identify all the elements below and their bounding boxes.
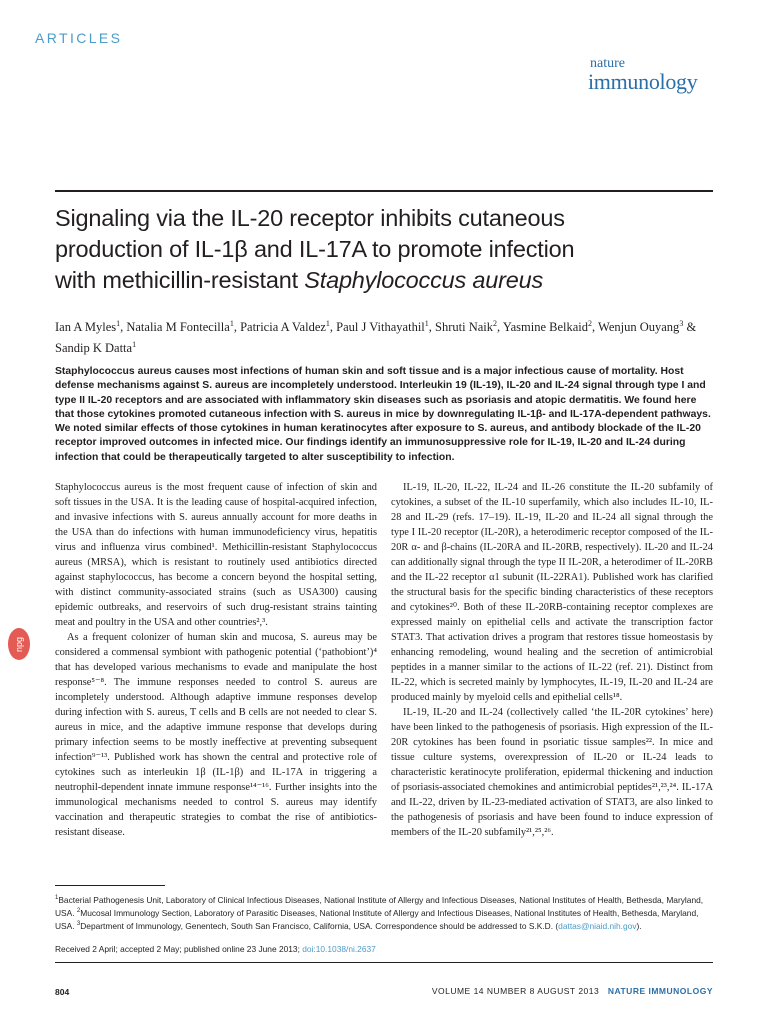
correspondence-email-link[interactable]: dattas@niaid.nih.gov (558, 920, 637, 931)
title-line-1: Signaling via the IL-20 receptor inhibits cutaneous (55, 205, 565, 231)
author-affiliation-marker: 1 (132, 340, 137, 350)
author: Ian A Myles (55, 320, 117, 335)
logo-immunology: immunology (588, 69, 698, 94)
footer-rule (55, 962, 713, 963)
author-list: Ian A Myles$^1$, Natalia M Fontecilla$^1$, Patricia A Valdez$^1$, Paul J Vithayathil$^1$, Shruti Naik$^2$, Yasmine Belkaid$^2$, Wenjun Ouyang$^3$ & Sandip K Datta$^1$ (55, 319, 697, 356)
author-affiliation-marker: 2 (588, 319, 592, 328)
author-affiliation-marker: 1 (116, 319, 121, 328)
author-affiliation-marker: 1 (229, 319, 234, 328)
affiliation-3: Department of Immunology, Genentech, South San Francisco, California, USA. Correspondence should be addressed to S.K.D. ( (80, 920, 559, 931)
section-label: ARTICLES (35, 30, 123, 46)
title-line-2: production of IL-1β and IL-17A to promote infection (55, 236, 575, 262)
dates-text: Received 2 April; accepted 2 May; published online 23 June 2013; (55, 944, 303, 954)
author: Natalia M Fontecilla (126, 320, 230, 335)
author: Paul J Vithayathil (336, 320, 425, 335)
journal-logo (588, 57, 718, 93)
author-affiliation-marker: 3 (679, 319, 684, 328)
journal-name: NATURE IMMUNOLOGY (607, 986, 713, 996)
footnote-rule (55, 885, 165, 886)
paragraph: IL-19, IL-20, IL-22, IL-24 and IL-26 constitute the IL-20 subfamily of cytokines, a subset of the IL-10 superfamily, which also includes IL-10, IL-28 and IL-29 (refs. 17–19). IL-19, IL-20 and IL-24 all signal through the type I IL-20 receptor (IL-20R), a heterodimeric receptor composed of the IL-20R α- and β-chains (IL-20RA and IL-20RB, respectively). IL-20 and IL-24 can additionally signal through the type II IL-20R, a heterodimer of IL-20RB and the IL-22 receptor α1 subunit (IL-22RA1). Published work has clarified the structural basis for the specific binding characteristics of these receptors and cytokines²⁰. Both of these IL-20RB-containing receptor complexes are expressed mainly on epithelial cells and activate the transcription factor STAT3. That activation drives a program that restores tissue homeostasis by enhancing remodeling, wound healing and the secretion of antimicrobial peptides in a manner similar to the actions of IL-22 (ref. 21). Distinct from IL-22, which is secreted mainly by lymphocytes, IL-19, IL-20 and IL-24 are produced mainly by myeloid cells and epithelial cells¹⁸. (391, 482, 713, 703)
title-species: Staphylococcus aureus (304, 267, 544, 293)
publication-dates (55, 944, 715, 955)
header-rule (55, 190, 713, 192)
aff-marker: 2 (76, 907, 81, 914)
author: Yasmine Belkaid (502, 320, 588, 335)
author: Shruti Naik (435, 320, 494, 335)
author: Sandip K Datta (55, 341, 133, 356)
affiliation-2: Mucosal Immunology Section, Laboratory of Parasitic Diseases, National Institute of Allergy and Infectious Diseases, National Institutes of Health, Bethesda, Maryland, USA. (55, 907, 699, 931)
doi-link[interactable]: doi:10.1038/ni.2637 (302, 944, 376, 954)
article-title (55, 203, 715, 296)
paragraph: As a frequent colonizer of human skin and mucosa, S. aureus may be considered a commensal symbiont with pathogenic potential (‘pathobiont’)⁴ that has developed various mechanisms to evade and manipulate the host response⁵⁻⁸. The immune responses needed to control S. aureus are incompletely understood. Although adaptive immune responses develop during infection with S. aureus, T cells and B cells are not needed to clear S. aureus in mice, and the adaptive immune response that develops during primary infection seems to be mostly ineffective at preventing subsequent infection⁹⁻¹³. Published work has shown the central and protective role of cytokines such as interleukin 1β (IL-1β) and IL-17A in triggering a neutrophil-dependent innate immune response¹⁴⁻¹⁶. Further insights into the immunological mechanisms needed to control S. aureus may identify vaccination and therapeutic strategies to combat the rise of antibiotics-resistant disease. (55, 632, 377, 838)
affiliation-3-end: ). (636, 920, 642, 931)
page-number: 804 (55, 987, 70, 997)
aff-marker: 3 (76, 920, 81, 927)
abstract: Staphylococcus aureus causes most infections of human skin and soft tissue and is a major infectious cause of mortality. Host defense mechanisms against S. aureus are incompletely understood. Interleukin 19 (IL-19), IL-20 and IL-24 signal through type I and type II IL-20 receptors and are associated with inflammatory skin diseases such as psoriasis and atopic dermatitis. We found here that those cytokines promoted cutaneous infection with S. aureus in mice by downregulating IL-1β- and IL-17A-dependent pathways. We noted similar effects of those cytokines in human keratinocytes after exposure to S. aureus, and antibody blockade of the IL-20 receptor improved outcomes in infected mice. Our findings identify an immunosuppressive role for IL-19, IL-20 and IL-24 during infection that could be therapeutically targeted to alter susceptibility to infection. (55, 366, 711, 463)
author-affiliation-marker: 1 (424, 319, 429, 328)
logo-nature: nature (590, 56, 625, 71)
body-column-right (391, 480, 713, 840)
affiliation-1: Bacterial Pathogenesis Unit, Laboratory of Clinical Infectious Diseases, National Institute of Allergy and Infectious Diseases, National Institutes of Health, Bethesda, Maryland, USA. (55, 894, 704, 918)
author-affiliation-marker: 2 (493, 319, 498, 328)
paragraph: Staphylococcus aureus is the most frequent cause of infection of skin and soft tissues in the USA. It is the leading cause of hospital-acquired infection, and invasive infections with S. aureus annually account for more deaths in the USA than do infections with human immunodeficiency virus, hepatitis virus and influenza virus combined¹. Methicillin-resistant Staphylococcus aureus (MRSA), which is resistant to routinely used antibiotics directed against staphylococcus, has become a concern beyond the hospital setting, with distinct community-associated strains (such as USA300) causing epidemic outbreaks, and reservoirs of such drug-resistant strains tainting meat and poultry in the USA and other countries²,³. (55, 482, 377, 628)
title-line-3-text: with methicillin-resistant (55, 267, 305, 293)
author: Wenjun Ouyang (598, 320, 680, 335)
body-column-left (55, 480, 377, 840)
aff-marker: 1 (55, 895, 59, 901)
issue-details: VOLUME 14 NUMBER 8 AUGUST 2013 (431, 986, 600, 996)
affiliations (55, 893, 715, 931)
author: Patricia A Valdez (240, 320, 326, 335)
title-line-3 (55, 265, 715, 296)
publisher-mark: npg (8, 628, 30, 660)
author-affiliation-marker: 1 (325, 319, 330, 328)
paragraph: IL-19, IL-20 and IL-24 (collectively called ‘the IL-20R cytokines’ here) have been linked to the pathogenesis of psoriasis. High expression of the IL-20R cytokines has been found in psoriatic tissue samples²². In mice and tissue culture systems, overexpression of IL-20 or IL-24 leads to characteristic keratinocyte proliferation, epidermal thickening and induction of psoriasis-associated chemokines and antimicrobial peptides²¹,²³,²⁴. IL-17A and IL-22, driven by IL-23-mediated activation of STAT3, are also linked to the pathogenesis of psoriasis and have been found to induce expression of members of the IL-20 subfamily²¹,²⁵,²⁶. (391, 707, 713, 838)
issue-info (432, 986, 713, 996)
